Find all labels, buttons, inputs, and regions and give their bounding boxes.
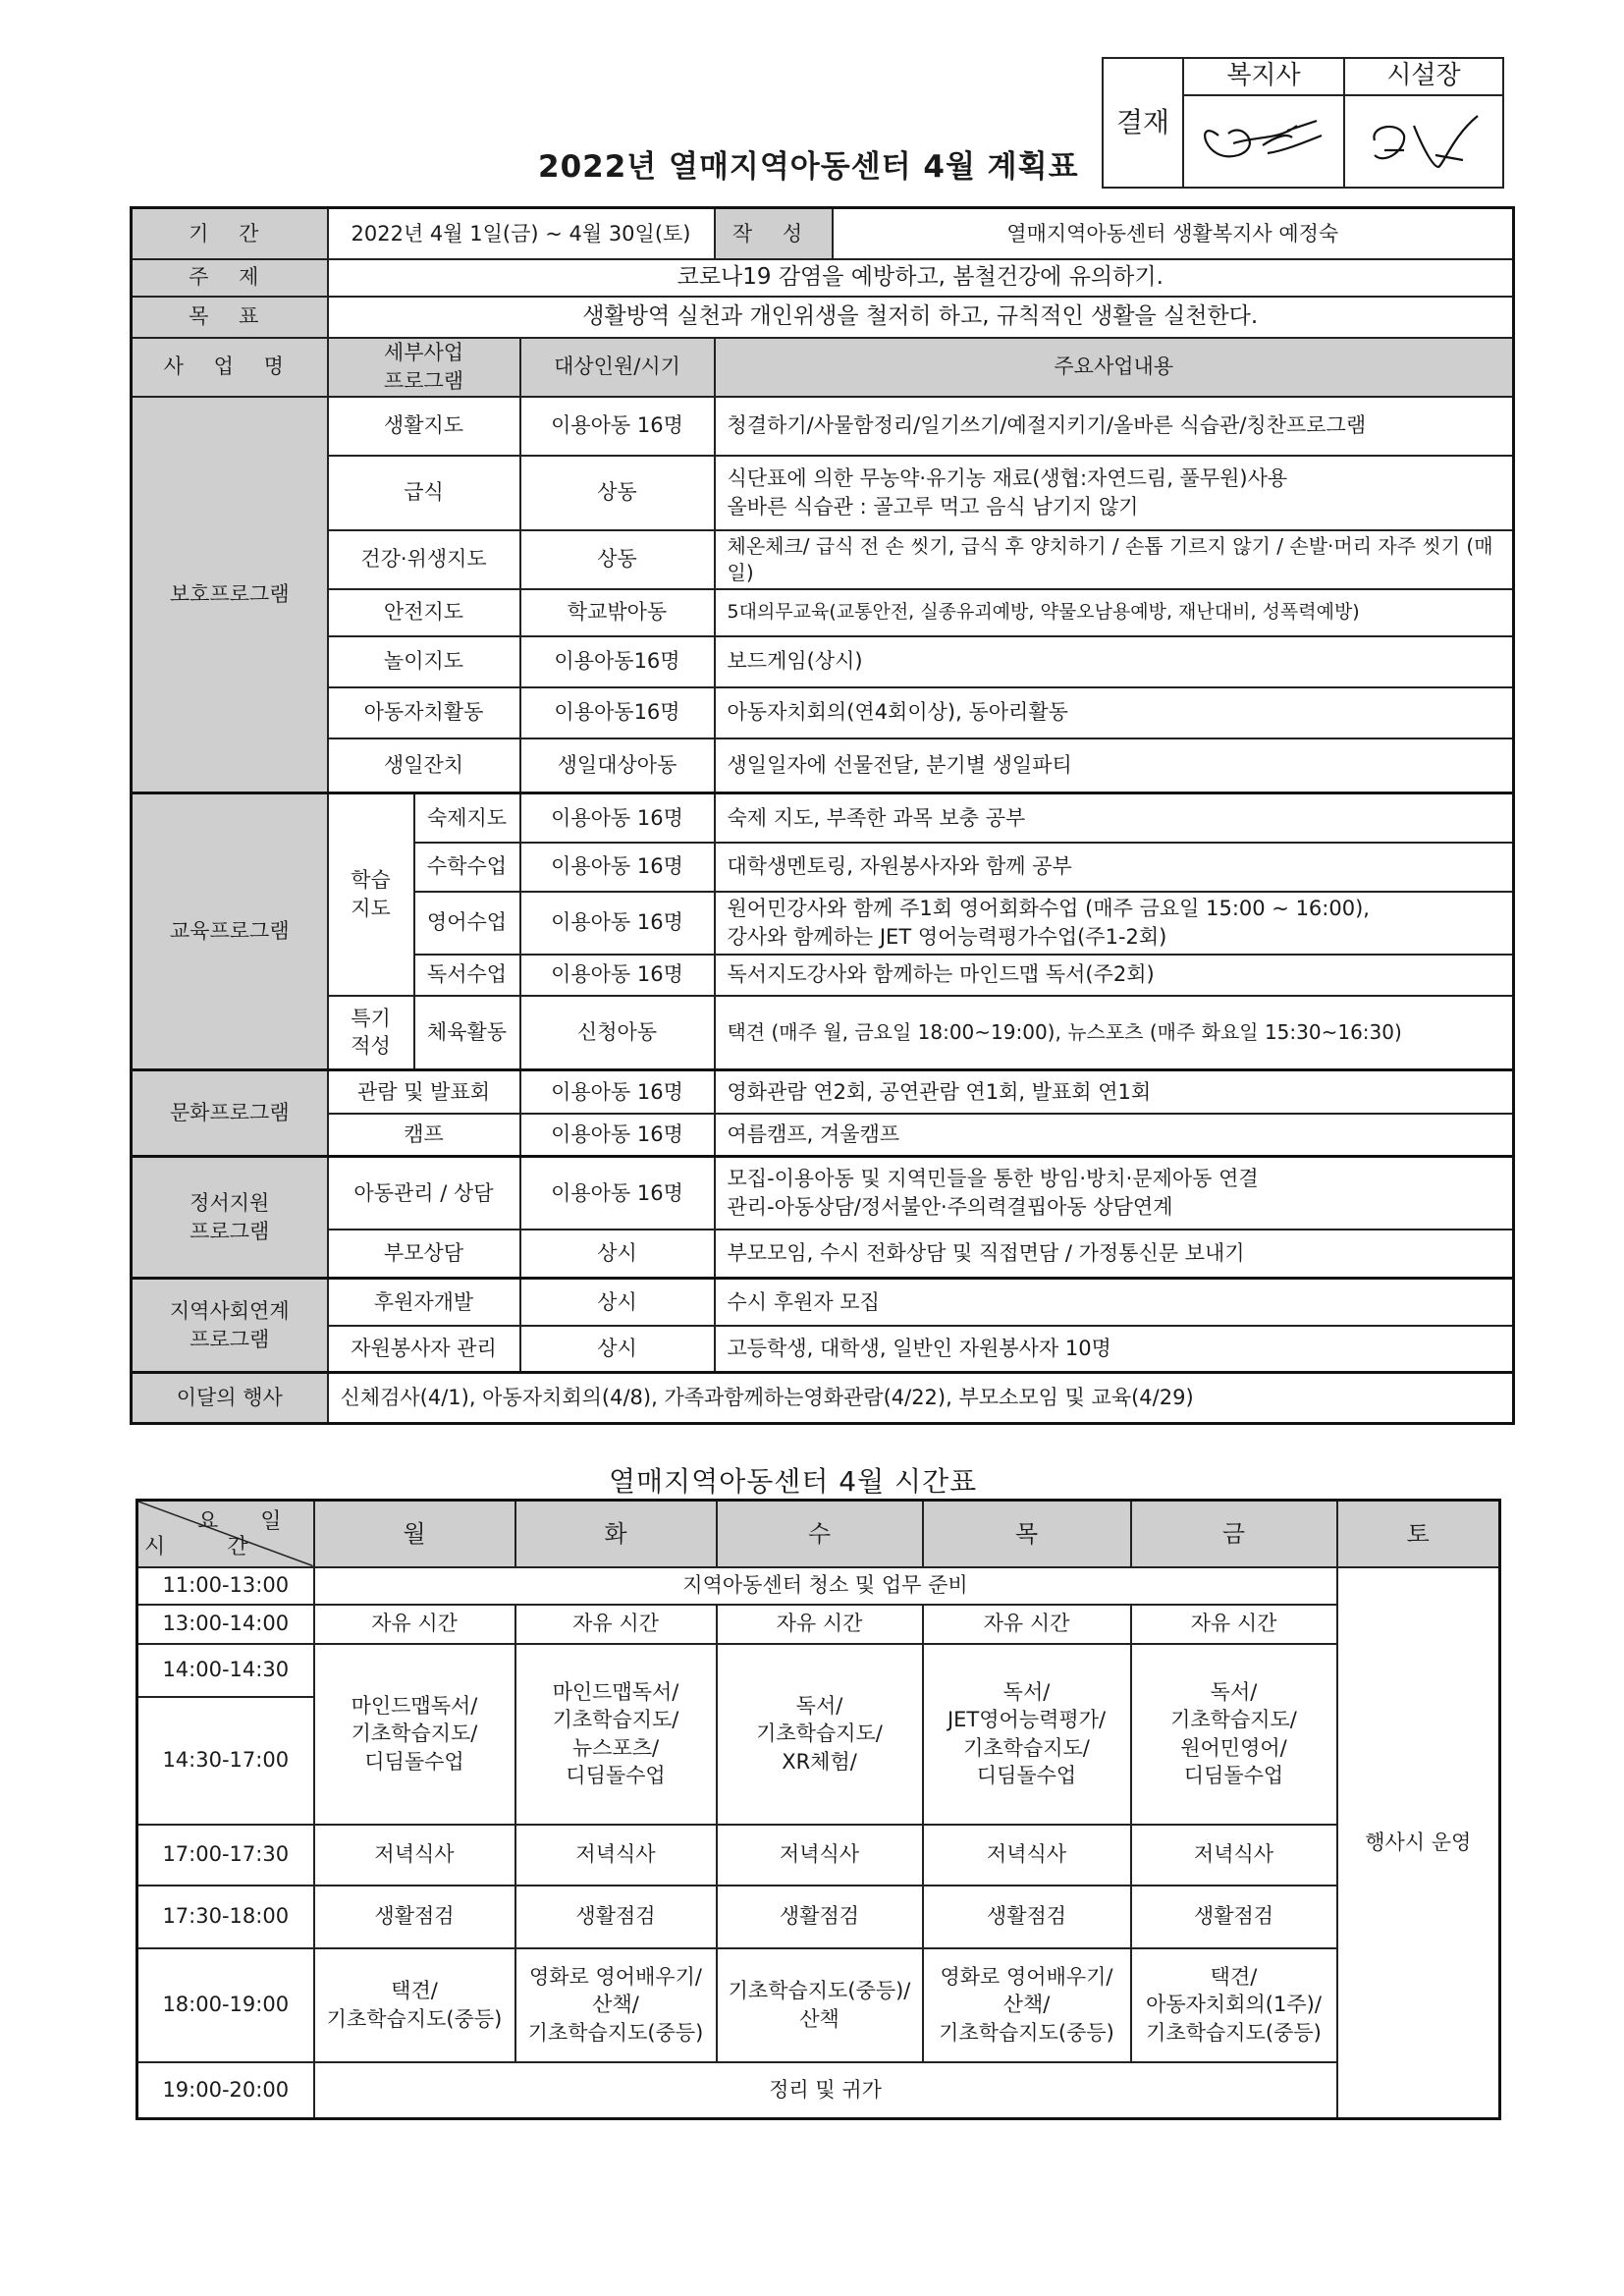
schedule-cell: 생활점검 bbox=[515, 1886, 717, 1948]
protect-sub: 급식 bbox=[328, 456, 520, 530]
goal-value: 생활방역 실천과 개인위생을 철저히 하고, 규칙적인 생활을 실천한다. bbox=[328, 297, 1514, 338]
edu-sub: 숙제지도 bbox=[414, 793, 520, 843]
theme-value: 코로나19 감염을 예방하고, 봄철건강에 유의하기. bbox=[328, 259, 1514, 297]
community-program-label: 지역사회연계 프로그램 bbox=[132, 1279, 328, 1373]
protect-sub: 생일잔치 bbox=[328, 738, 520, 793]
protect-content: 아동자치회의(연4회이상), 동아리활동 bbox=[715, 687, 1514, 738]
time-slot: 17:00-17:30 bbox=[137, 1825, 314, 1886]
day-header-thu: 목 bbox=[923, 1501, 1131, 1567]
community-target: 상시 bbox=[520, 1326, 715, 1373]
schedule-cell: 생활점검 bbox=[717, 1886, 923, 1948]
edu-program-label: 교육프로그램 bbox=[132, 793, 328, 1070]
protect-target: 이용아동16명 bbox=[520, 636, 715, 687]
schedule-cell: 자유 시간 bbox=[515, 1605, 717, 1644]
community-sub: 후원자개발 bbox=[328, 1279, 520, 1326]
time-slot: 17:30-18:00 bbox=[137, 1886, 314, 1948]
schedule-cell: 저녁식사 bbox=[1131, 1825, 1337, 1886]
schedule-cell: 생활점검 bbox=[314, 1886, 515, 1948]
approval-col-director: 시설장 bbox=[1344, 58, 1503, 95]
culture-content: 여름캠프, 겨울캠프 bbox=[715, 1114, 1514, 1157]
schedule-cell: 저녁식사 bbox=[923, 1825, 1131, 1886]
schedule-cell: 저녁식사 bbox=[314, 1825, 515, 1886]
protect-target: 상동 bbox=[520, 456, 715, 530]
edu-sub: 독서수업 bbox=[414, 955, 520, 996]
schedule-cell: 독서/ 기초학습지도/ 원어민영어/ 디딤돌수업 bbox=[1131, 1644, 1337, 1825]
edu-target: 이용아동 16명 bbox=[520, 793, 715, 843]
signature-social-worker bbox=[1183, 95, 1344, 188]
header-content: 주요사업내용 bbox=[715, 338, 1514, 397]
schedule-cell: 자유 시간 bbox=[1131, 1605, 1337, 1644]
schedule-cell: 마인드맵독서/ 기초학습지도/ 뉴스포츠/ 디딤돌수업 bbox=[515, 1644, 717, 1825]
culture-sub: 캠프 bbox=[328, 1114, 520, 1157]
day-header-sat: 토 bbox=[1337, 1501, 1500, 1567]
edu-target: 신청아동 bbox=[520, 996, 715, 1070]
period-value: 2022년 4월 1일(금) ~ 4월 30일(토) bbox=[328, 208, 715, 259]
protect-sub: 아동자치활동 bbox=[328, 687, 520, 738]
day-header-tue: 화 bbox=[515, 1501, 717, 1567]
schedule-cell: 마인드맵독서/ 기초학습지도/ 디딤돌수업 bbox=[314, 1644, 515, 1825]
schedule-cell: 생활점검 bbox=[923, 1886, 1131, 1948]
period-label: 기 간 bbox=[132, 208, 328, 259]
schedule-cell: 생활점검 bbox=[1131, 1886, 1337, 1948]
time-slot: 11:00-13:00 bbox=[137, 1567, 314, 1605]
header-program: 사 업 명 bbox=[132, 338, 328, 397]
prep-cell: 지역아동센터 청소 및 업무 준비 bbox=[314, 1567, 1337, 1605]
protect-program-label: 보호프로그램 bbox=[132, 397, 328, 793]
protect-content: 5대의무교육(교통안전, 실종유괴예방, 약물오남용예방, 재난대비, 성폭력예방) bbox=[715, 589, 1514, 636]
protect-sub: 놀이지도 bbox=[328, 636, 520, 687]
day-header-mon: 월 bbox=[314, 1501, 515, 1567]
schedule-cell: 기초학습지도(중등)/ 산책 bbox=[717, 1948, 923, 2062]
events-label: 이달의 행사 bbox=[132, 1373, 328, 1424]
time-slot: 14:00-14:30 bbox=[137, 1644, 314, 1697]
emotion-content: 모집-이용아동 및 지역민들을 통한 방임·방치·문제아동 연결 관리-아동상담/정서불안·주의력결핍아동 상담연계 bbox=[715, 1157, 1514, 1230]
day-header-fri: 금 bbox=[1131, 1501, 1337, 1567]
edu-content: 독서지도강사와 함께하는 마인드맵 독서(주2회) bbox=[715, 955, 1514, 996]
community-target: 상시 bbox=[520, 1279, 715, 1326]
protect-target: 이용아동16명 bbox=[520, 687, 715, 738]
schedule-corner bbox=[137, 1501, 314, 1567]
emotion-program-label: 정서지원 프로그램 bbox=[132, 1157, 328, 1279]
end-cell: 정리 및 귀가 bbox=[314, 2062, 1337, 2119]
emotion-content: 부모모임, 수시 전화상담 및 직접면담 / 가정통신문 보내기 bbox=[715, 1230, 1514, 1279]
saturday-cell: 행사시 운영 bbox=[1337, 1567, 1500, 2119]
emotion-sub: 부모상담 bbox=[328, 1230, 520, 1279]
time-slot: 14:30-17:00 bbox=[137, 1697, 314, 1825]
schedule-cell: 자유 시간 bbox=[314, 1605, 515, 1644]
protect-target: 학교밖아동 bbox=[520, 589, 715, 636]
events-value: 신체검사(4/1), 아동자치회의(4/8), 가족과함께하는영화관람(4/22), 부모소모임 및 교육(4/29) bbox=[328, 1373, 1514, 1424]
community-content: 수시 후원자 모집 bbox=[715, 1279, 1514, 1326]
schedule-cell: 독서/ JET영어능력평가/ 기초학습지도/ 디딤돌수업 bbox=[923, 1644, 1131, 1825]
weekly-schedule-table bbox=[135, 1499, 1501, 2120]
protect-content: 식단표에 의한 무농약·유기농 재료(생협:자연드림, 풀무원)사용 올바른 식습관 : 골고루 먹고 음식 남기지 않기 bbox=[715, 456, 1514, 530]
culture-sub: 관람 및 발표회 bbox=[328, 1070, 520, 1114]
schedule-cell: 영화로 영어배우기/ 산책/ 기초학습지도(중등) bbox=[923, 1948, 1131, 2062]
edu-content: 숙제 지도, 부족한 과목 보충 공부 bbox=[715, 793, 1514, 843]
goal-label: 목 표 bbox=[132, 297, 328, 338]
protect-sub: 건강·위생지도 bbox=[328, 530, 520, 589]
schedule-title: 열매지역아동센터 4월 시간표 bbox=[609, 1465, 978, 1498]
protect-target: 생일대상아동 bbox=[520, 738, 715, 793]
protect-content: 생일일자에 선물전달, 분기별 생일파티 bbox=[715, 738, 1514, 793]
edu-target: 이용아동 16명 bbox=[520, 843, 715, 892]
approval-box bbox=[1102, 57, 1504, 189]
protect-content: 보드게임(상시) bbox=[715, 636, 1514, 687]
approval-col-social-worker: 복지사 bbox=[1183, 58, 1344, 95]
protect-sub: 안전지도 bbox=[328, 589, 520, 636]
time-slot: 18:00-19:00 bbox=[137, 1948, 314, 2062]
protect-content: 청결하기/사물함정리/일기쓰기/예절지키기/올바른 식습관/칭찬프로그램 bbox=[715, 397, 1514, 456]
edu-content: 원어민강사와 함께 주1회 영어회화수업 (매주 금요일 15:00 ~ 16:00), 강사와 함께하는 JET 영어능력평가수업(주1-2회) bbox=[715, 892, 1514, 955]
culture-content: 영화관람 연2회, 공연관람 연1회, 발표회 연1회 bbox=[715, 1070, 1514, 1114]
culture-target: 이용아동 16명 bbox=[520, 1114, 715, 1157]
author-value: 열매지역아동센터 생활복지사 예정숙 bbox=[833, 208, 1514, 259]
signature-director-drawing bbox=[1345, 96, 1502, 177]
community-sub: 자원봉사자 관리 bbox=[328, 1326, 520, 1373]
schedule-cell: 영화로 영어배우기/ 산책/ 기초학습지도(중등) bbox=[515, 1948, 717, 2062]
corner-time-label: 시 간 bbox=[144, 1534, 276, 1559]
protect-content: 체온체크/ 급식 전 손 씻기, 급식 후 양치하기 / 손톱 기르지 않기 / 손발·머리 자주 씻기 (매일) bbox=[715, 530, 1514, 589]
header-subprogram: 세부사업 프로그램 bbox=[328, 338, 520, 397]
monthly-plan-table bbox=[130, 206, 1515, 1425]
schedule-cell: 택견/ 아동자치회의(1주)/ 기초학습지도(중등) bbox=[1131, 1948, 1337, 2062]
approval-label bbox=[1103, 58, 1183, 188]
schedule-cell: 자유 시간 bbox=[717, 1605, 923, 1644]
emotion-target: 상시 bbox=[520, 1230, 715, 1279]
theme-label: 주 제 bbox=[132, 259, 328, 297]
author-label: 작 성 bbox=[715, 208, 833, 259]
edu-sub: 체육활동 bbox=[414, 996, 520, 1070]
edu-content: 택견 (매주 월, 금요일 18:00~19:00), 뉴스포츠 (매주 화요일 15:30~16:30) bbox=[715, 996, 1514, 1070]
signature-social-worker-drawing bbox=[1184, 96, 1341, 177]
culture-program-label: 문화프로그램 bbox=[132, 1070, 328, 1157]
edu-target: 이용아동 16명 bbox=[520, 892, 715, 955]
header-target: 대상인원/시기 bbox=[520, 338, 715, 397]
protect-target: 상동 bbox=[520, 530, 715, 589]
emotion-target: 이용아동 16명 bbox=[520, 1157, 715, 1230]
corner-day-label: 요 일 bbox=[197, 1509, 299, 1534]
schedule-cell: 저녁식사 bbox=[515, 1825, 717, 1886]
time-slot: 19:00-20:00 bbox=[137, 2062, 314, 2119]
page-title: 2022년 열매지역아동센터 4월 계획표 bbox=[538, 149, 1079, 185]
protect-sub: 생활지도 bbox=[328, 397, 520, 456]
schedule-cell: 저녁식사 bbox=[717, 1825, 923, 1886]
edu-study-label: 학습 지도 bbox=[328, 793, 414, 996]
edu-talent-label: 특기 적성 bbox=[328, 996, 414, 1070]
protect-target: 이용아동 16명 bbox=[520, 397, 715, 456]
culture-target: 이용아동 16명 bbox=[520, 1070, 715, 1114]
edu-target: 이용아동 16명 bbox=[520, 955, 715, 996]
schedule-cell: 자유 시간 bbox=[923, 1605, 1131, 1644]
schedule-cell: 독서/ 기초학습지도/ XR체험/ bbox=[717, 1644, 923, 1825]
signature-director bbox=[1344, 95, 1503, 188]
community-content: 고등학생, 대학생, 일반인 자원봉사자 10명 bbox=[715, 1326, 1514, 1373]
edu-content: 대학생멘토링, 자원봉사자와 함께 공부 bbox=[715, 843, 1514, 892]
schedule-cell: 택견/ 기초학습지도(중등) bbox=[314, 1948, 515, 2062]
approval-label-text: 결재 bbox=[1115, 106, 1170, 139]
edu-sub: 수학수업 bbox=[414, 843, 520, 892]
time-slot: 13:00-14:00 bbox=[137, 1605, 314, 1644]
edu-sub: 영어수업 bbox=[414, 892, 520, 955]
day-header-wed: 수 bbox=[717, 1501, 923, 1567]
emotion-sub: 아동관리 / 상담 bbox=[328, 1157, 520, 1230]
